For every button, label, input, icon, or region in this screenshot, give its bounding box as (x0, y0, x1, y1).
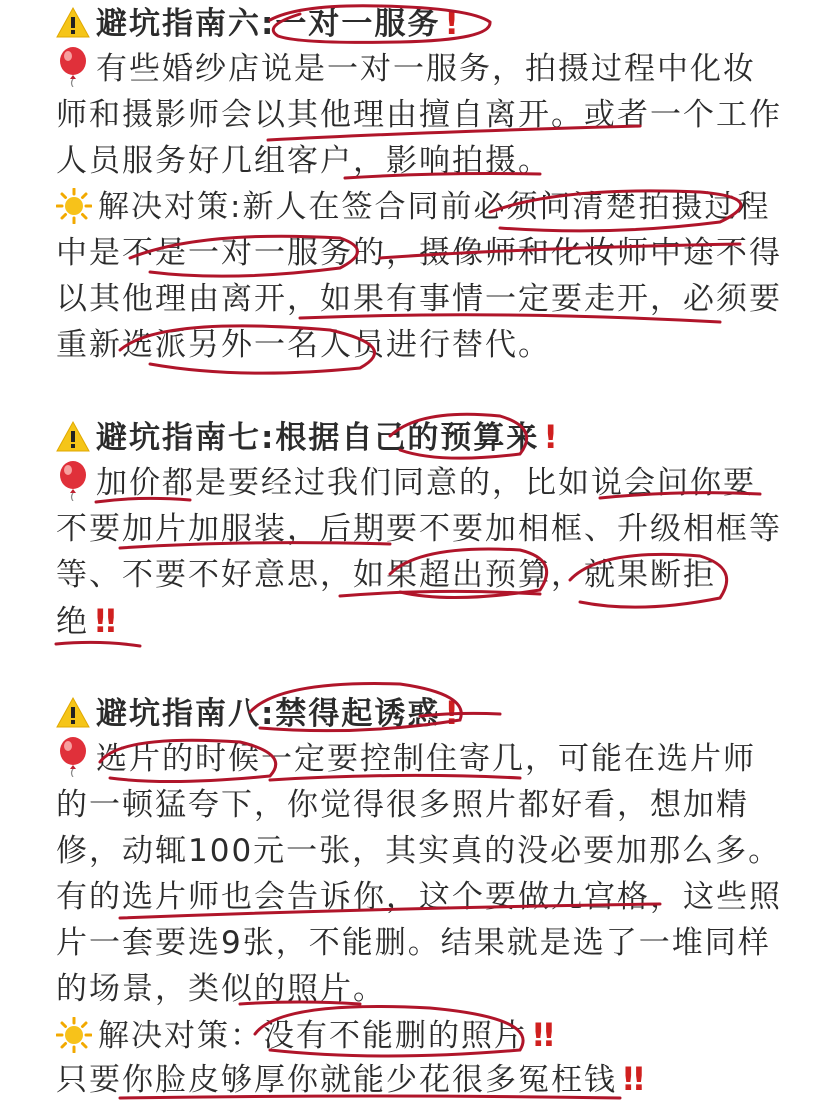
paragraph-text: 片一套要选9张，不能删。结果就是选了一堆同样 (56, 925, 771, 961)
paragraph-line (56, 552, 716, 598)
paragraph-text: 等、不要不好意思，如果超出预算，就果断拒 (56, 557, 716, 593)
balloon-icon (56, 47, 90, 87)
paragraph-text: 有些婚纱店说是一对一服务，拍摄过程中化妆 (96, 51, 756, 87)
paragraph-line (56, 506, 782, 552)
paragraph-line (56, 138, 551, 184)
paragraph-text: 只要你脸皮够厚你就能少花很多冤枉钱 (56, 1062, 617, 1098)
warning-icon (56, 6, 90, 40)
section-title (56, 414, 554, 460)
balloon-icon (56, 461, 90, 501)
double-exclamation-icon: !! (621, 1060, 643, 1098)
exclamation-icon: ! (444, 4, 455, 42)
paragraph-text: 不要加片加服装，后期要不要加相框、升级相框等 (56, 511, 782, 547)
section-title-text: 避坑指南八:禁得起诱惑 (96, 696, 441, 732)
paragraph-line (56, 828, 781, 874)
balloon-icon (56, 737, 90, 777)
section-title (56, 0, 455, 46)
paragraph-line (56, 920, 771, 966)
paragraph-text: 有的选片师也会告诉你，这个要做九宫格，这些照 (56, 879, 782, 915)
paragraph-text: 重新选派另外一名人员进行替代。 (56, 327, 551, 363)
paragraph-text: 以其他理由离开，如果有事情一定要走开，必须要 (56, 281, 782, 317)
paragraph-text: 的一顿猛夸下，你觉得很多照片都好看，想加精 (56, 787, 749, 823)
paragraph-text: 中是不是一对一服务的，摄像师和化妆师中途不得 (56, 235, 782, 271)
double-exclamation-icon: !! (531, 1016, 553, 1054)
paragraph-text: 解决对策：没有不能删的照片 (98, 1018, 527, 1054)
paragraph-text: 人员服务好几组客户，影响拍摄。 (56, 143, 551, 179)
paragraph-text: 的场景，类似的照片。 (56, 971, 386, 1007)
paragraph-line (56, 736, 756, 782)
paragraph-text: 绝 (56, 604, 89, 640)
paragraph-line (56, 230, 782, 276)
warning-icon (56, 696, 90, 730)
paragraph-line (56, 1012, 552, 1058)
paragraph-line (56, 92, 782, 138)
sun-icon (56, 188, 92, 224)
section-title-text: 避坑指南六:一对一服务 (96, 6, 441, 42)
paragraph-line (56, 1056, 642, 1102)
section-title (56, 690, 455, 736)
paragraph-text: 选片的时候一定要控制住寄几，可能在选片师 (96, 741, 756, 777)
paragraph-text: 加价都是要经过我们同意的，比如说会问你要 (96, 465, 756, 501)
paragraph-line (56, 966, 386, 1012)
exclamation-icon: ! (543, 418, 554, 456)
paragraph-text: 修，动辄100元一张，其实真的没必要加那么多。 (56, 833, 782, 869)
paragraph-line (56, 782, 749, 828)
double-exclamation-icon: !! (93, 602, 115, 640)
paragraph-text: 解决对策:新人在签合同前必须问清楚拍摄过程 (98, 189, 771, 225)
sun-icon (56, 1017, 92, 1053)
paragraph-line (56, 460, 756, 506)
paragraph-line (56, 874, 782, 920)
paragraph-line (56, 46, 756, 92)
paragraph-line (56, 322, 551, 368)
paragraph-line (56, 184, 770, 230)
paragraph-line (56, 598, 114, 644)
exclamation-icon: ! (444, 694, 455, 732)
section-title-text: 避坑指南七:根据自己的预算来 (96, 420, 540, 456)
warning-icon (56, 420, 90, 454)
paragraph-text: 师和摄影师会以其他理由擅自离开。或者一个工作 (56, 97, 782, 133)
paragraph-line (56, 276, 782, 322)
